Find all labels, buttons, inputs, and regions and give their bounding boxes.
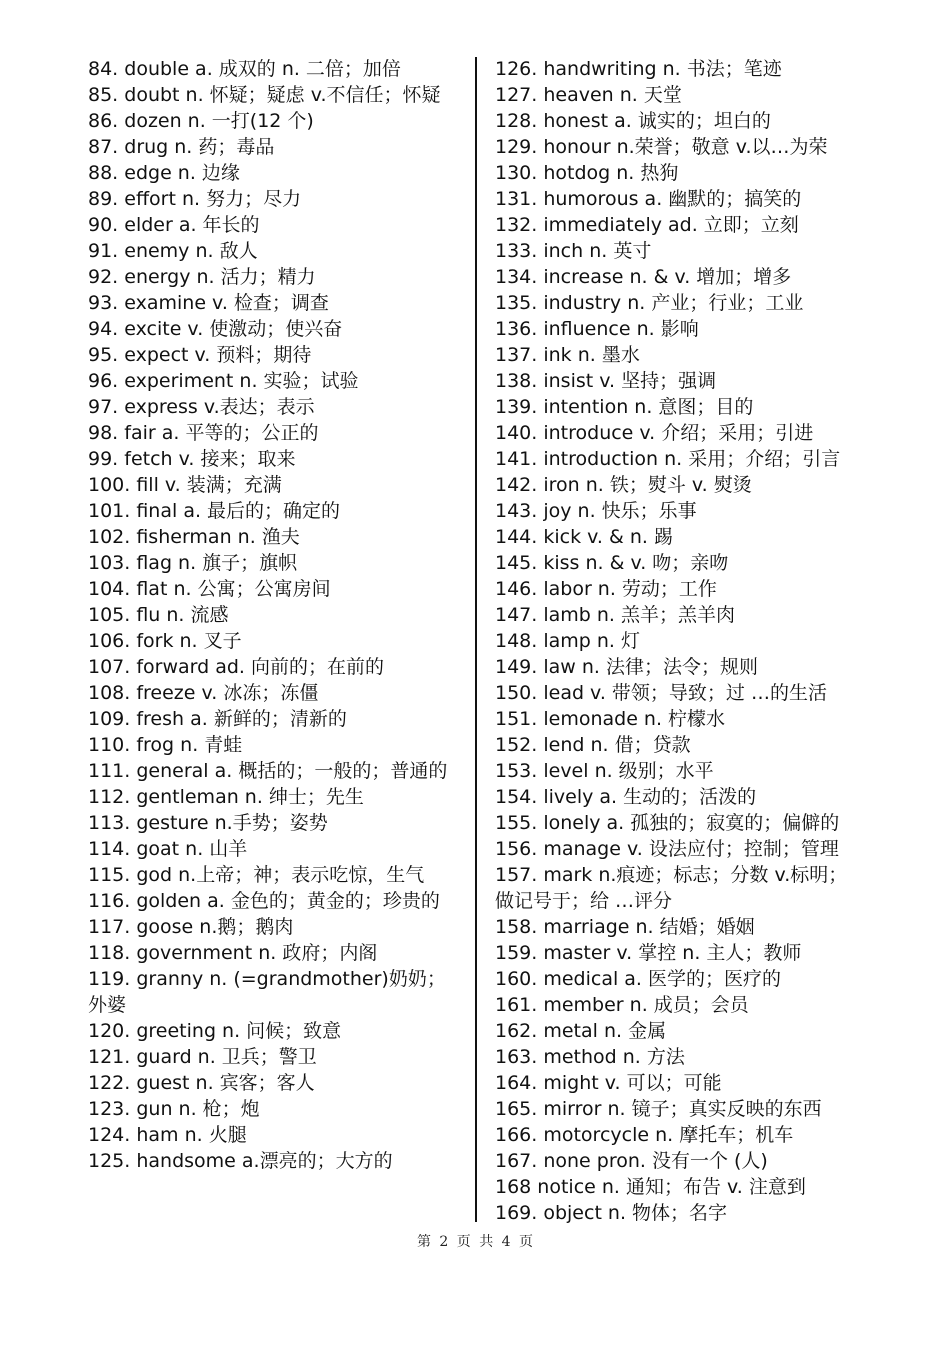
vocab-entry: 157. mark n.痕迹；标志；分数 v.标明；做记号于；给 …评分 xyxy=(495,864,848,912)
vocab-entry: 125. handsome a.漂亮的；大方的 xyxy=(88,1150,393,1172)
left-vocabulary-column xyxy=(88,56,454,1174)
vocab-entry: 99. fetch v. 接来；取来 xyxy=(88,448,296,470)
vocab-entry: 119. granny n. (=grandmother)奶奶；外婆 xyxy=(88,968,446,1016)
vocab-entry: 127. heaven n. 天堂 xyxy=(495,84,682,106)
vocab-entry: 155. lonely a. 孤独的；寂寞的；偏僻的 xyxy=(495,812,840,834)
vocab-entry: 91. enemy n. 敌人 xyxy=(88,240,258,262)
vocab-entry: 131. humorous a. 幽默的；搞笑的 xyxy=(495,188,802,210)
vocab-entry: 121. guard n. 卫兵；警卫 xyxy=(88,1046,317,1068)
vocab-entry: 141. introduction n. 采用；介绍；引言 xyxy=(495,448,841,470)
vocab-entry: 142. iron n. 铁；熨斗 v. 熨烫 xyxy=(495,474,752,496)
vocab-entry: 169. object n. 物体；名字 xyxy=(495,1202,728,1224)
vocab-entry: 109. fresh a. 新鲜的；清新的 xyxy=(88,708,347,730)
column-divider xyxy=(475,57,477,1222)
vocab-entry: 90. elder a. 年长的 xyxy=(88,214,260,236)
vocab-entry: 163. method n. 方法 xyxy=(495,1046,685,1068)
vocab-entry: 116. golden a. 金色的；黄金的；珍贵的 xyxy=(88,890,440,912)
vocab-entry: 104. flat n. 公寓；公寓房间 xyxy=(88,578,331,600)
vocab-entry: 115. god n.上帝；神；表示吃惊，生气 xyxy=(88,864,425,886)
vocab-entry: 168 notice n. 通知；布告 v. 注意到 xyxy=(495,1176,806,1198)
vocab-entry: 86. dozen n. 一打(12 个) xyxy=(88,110,314,132)
vocab-entry: 105. flu n. 流感 xyxy=(88,604,229,626)
vocab-entry: 97. express v.表达；表示 xyxy=(88,396,315,418)
vocab-entry: 124. ham n. 火腿 xyxy=(88,1124,247,1146)
vocab-entry: 153. level n. 级别；水平 xyxy=(495,760,714,782)
vocab-entry: 103. flag n. 旗子；旗帜 xyxy=(88,552,298,574)
vocab-entry: 134. increase n. & v. 增加；增多 xyxy=(495,266,792,288)
vocab-entry: 140. introduce v. 介绍；采用；引进 xyxy=(495,422,814,444)
vocab-entry: 139. intention n. 意图；目的 xyxy=(495,396,754,418)
vocab-entry: 113. gesture n.手势；姿势 xyxy=(88,812,328,834)
vocab-entry: 106. fork n. 叉子 xyxy=(88,630,242,652)
vocab-entry: 118. government n. 政府；内阁 xyxy=(88,942,378,964)
vocab-entry: 111. general a. 概括的；一般的；普通的 xyxy=(88,760,448,782)
vocab-entry: 151. lemonade n. 柠檬水 xyxy=(495,708,726,730)
vocab-entry: 120. greeting n. 问候；致意 xyxy=(88,1020,342,1042)
vocab-entry: 145. kiss n. & v. 吻；亲吻 xyxy=(495,552,729,574)
vocab-entry: 110. frog n. 青蛙 xyxy=(88,734,243,756)
vocab-entry: 128. honest a. 诚实的；坦白的 xyxy=(495,110,771,132)
vocab-entry: 102. fisherman n. 渔夫 xyxy=(88,526,300,548)
vocab-entry: 149. law n. 法律；法令；规则 xyxy=(495,656,758,678)
vocab-entry: 159. master v. 掌控 n. 主人；教师 xyxy=(495,942,802,964)
vocab-entry: 95. expect v. 预料；期待 xyxy=(88,344,312,366)
vocab-entry: 167. none pron. 没有一个 (人) xyxy=(495,1150,768,1172)
vocab-entry: 96. experiment n. 实验；试验 xyxy=(88,370,359,392)
vocab-entry: 165. mirror n. 镜子；真实反映的东西 xyxy=(495,1098,822,1120)
vocab-entry: 108. freeze v. 冰冻；冻僵 xyxy=(88,682,319,704)
vocab-entry: 87. drug n. 药；毒品 xyxy=(88,136,275,158)
vocab-entry: 143. joy n. 快乐；乐事 xyxy=(495,500,697,522)
vocab-entry: 150. lead v. 带领；导致；过 …的生活 xyxy=(495,682,827,704)
vocab-entry: 92. energy n. 活力；精力 xyxy=(88,266,316,288)
vocab-entry: 137. ink n. 墨水 xyxy=(495,344,640,366)
vocab-entry: 114. goat n. 山羊 xyxy=(88,838,248,860)
vocab-entry: 162. metal n. 金属 xyxy=(495,1020,667,1042)
vocab-entry: 147. lamb n. 羔羊；羔羊肉 xyxy=(495,604,735,626)
vocab-entry: 123. gun n. 枪；炮 xyxy=(88,1098,260,1120)
vocab-entry: 98. fair a. 平等的；公正的 xyxy=(88,422,319,444)
vocab-entry: 148. lamp n. 灯 xyxy=(495,630,640,652)
vocab-entry: 84. double a. 成双的 n. 二倍；加倍 xyxy=(88,58,401,80)
vocab-entry: 112. gentleman n. 绅士；先生 xyxy=(88,786,364,808)
vocab-entry: 136. influence n. 影响 xyxy=(495,318,699,340)
vocab-entry: 107. forward ad. 向前的；在前的 xyxy=(88,656,385,678)
vocab-entry: 101. final a. 最后的；确定的 xyxy=(88,500,341,522)
vocab-entry: 161. member n. 成员；会员 xyxy=(495,994,749,1016)
vocab-entry: 129. honour n.荣誉；敬意 v.以…为荣 xyxy=(495,136,828,158)
page-number-footer: 第 2 页 共 4 页 xyxy=(416,1234,534,1250)
vocab-entry: 158. marriage n. 结婚；婚姻 xyxy=(495,916,755,938)
vocab-entry: 138. insist v. 坚持；强调 xyxy=(495,370,717,392)
vocab-entry: 130. hotdog n. 热狗 xyxy=(495,162,679,184)
vocab-entry: 132. immediately ad. 立即；立刻 xyxy=(495,214,799,236)
vocab-entry: 85. doubt n. 怀疑；疑虑 v.不信任；怀疑 xyxy=(88,84,441,106)
vocab-entry: 100. fill v. 装满；充满 xyxy=(88,474,282,496)
vocab-entry: 154. lively a. 生动的；活泼的 xyxy=(495,786,757,808)
right-vocabulary-column xyxy=(495,56,857,1226)
vocab-entry: 166. motorcycle n. 摩托车；机车 xyxy=(495,1124,794,1146)
vocab-entry: 94. excite v. 使激动；使兴奋 xyxy=(88,318,343,340)
vocab-entry: 126. handwriting n. 书法；笔迹 xyxy=(495,58,782,80)
vocab-entry: 146. labor n. 劳动；工作 xyxy=(495,578,717,600)
vocab-entry: 133. inch n. 英寸 xyxy=(495,240,652,262)
vocab-entry: 117. goose n.鹅；鹅肉 xyxy=(88,916,294,938)
vocab-entry: 144. kick v. & n. 踢 xyxy=(495,526,673,548)
vocab-entry: 135. industry n. 产业；行业；工业 xyxy=(495,292,804,314)
vocab-entry: 164. might v. 可以；可能 xyxy=(495,1072,722,1094)
vocab-entry: 93. examine v. 检查；调查 xyxy=(88,292,329,314)
vocab-entry: 152. lend n. 借；贷款 xyxy=(495,734,691,756)
vocab-entry: 88. edge n. 边缘 xyxy=(88,162,240,184)
vocab-entry: 122. guest n. 宾客；客人 xyxy=(88,1072,315,1094)
vocab-entry: 156. manage v. 设法应付；控制；管理 xyxy=(495,838,839,860)
vocab-entry: 160. medical a. 医学的；医疗的 xyxy=(495,968,782,990)
vocab-entry: 89. effort n. 努力；尽力 xyxy=(88,188,302,210)
